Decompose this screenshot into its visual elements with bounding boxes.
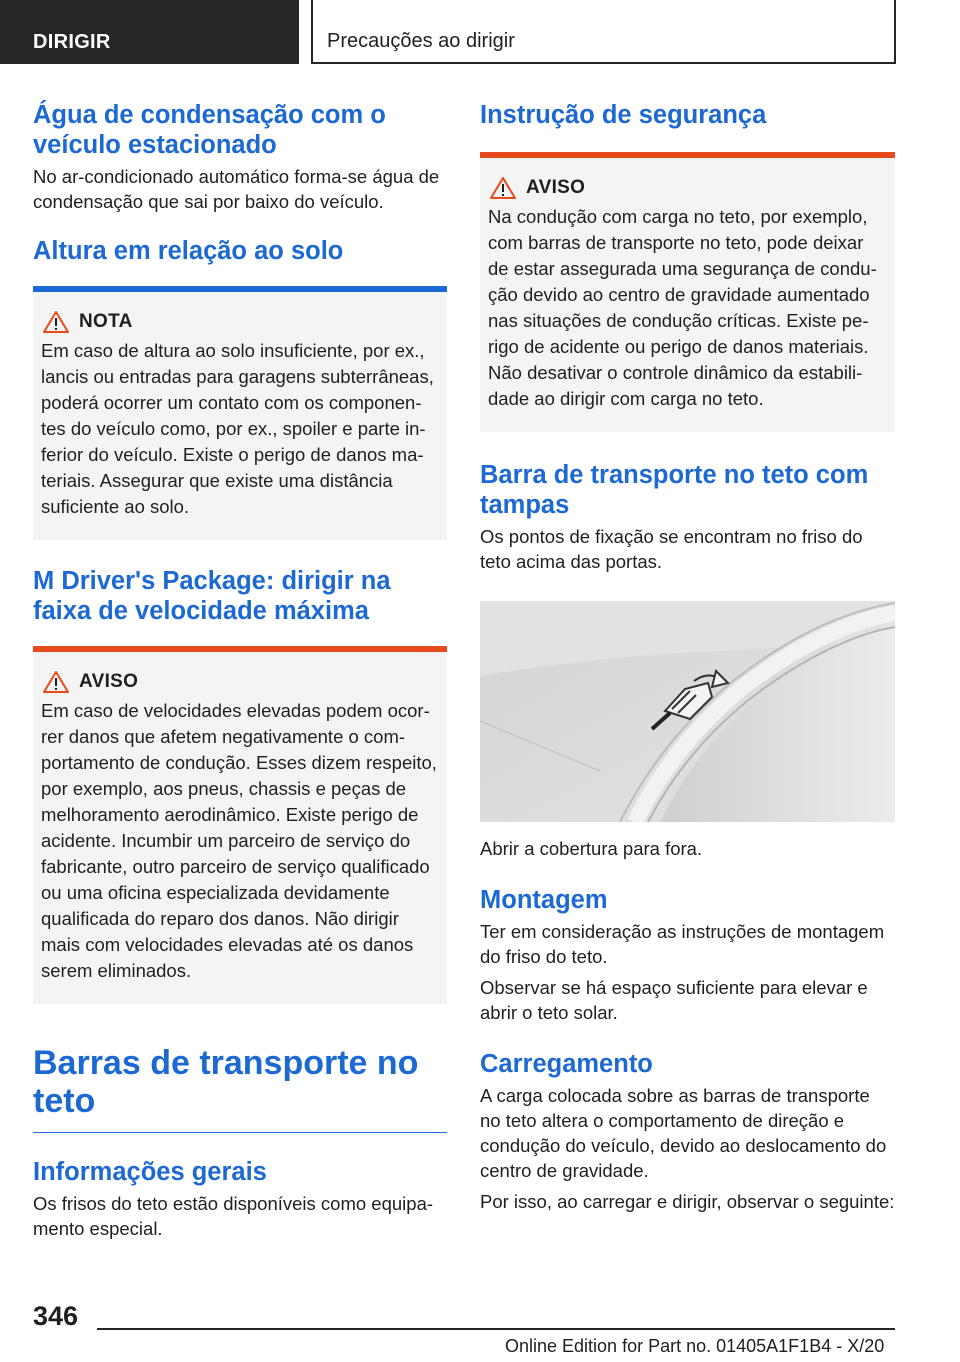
section-title-condensation: Água de condensação com o veículo estacionado xyxy=(33,101,386,159)
section-title-ground-clearance: Altura em relação ao solo xyxy=(33,237,344,265)
header-subsection-tab xyxy=(311,0,896,64)
aviso-label: AVISO xyxy=(526,177,586,198)
aviso-text-speed: Em caso de velocidades elevadas podem ocorrer danos que afetem negativamente o comportamento de condução. Esses dizem respeito, por exemplo, aos pneus, chassis e peças de melhoramento aerodinâmico. Existe perigo de acidente. Incumbir um parceiro de serviço do fabricante, outro parceiro de serviço qualificado ou uma oficina especializada devidamente qualificada do reparo dos danos. Não dirigir mais com velocidades elevadas até os danos serem eliminados. xyxy=(41,700,437,981)
warning-triangle-icon xyxy=(43,670,69,694)
nota-box xyxy=(33,286,447,540)
section-title-m-drivers-package: M Driver's Package: dirigir na faixa de velocidade máxima xyxy=(33,567,391,625)
loading-text-2: Por isso, ao carregar e dirigir, observar o seguinte: xyxy=(480,1191,895,1212)
right-column xyxy=(480,100,895,1214)
chapter-title-roof-rack: Barras de transporte no teto xyxy=(33,1044,419,1120)
condensation-text: No ar-condicionado automático forma-se água de condensação que sai por baixo do veículo. xyxy=(33,166,440,212)
aviso-box-roof-load xyxy=(480,152,895,432)
left-column xyxy=(33,100,447,1241)
chapter-rule xyxy=(33,1132,447,1133)
loading-text-1: A carga colocada sobre as barras de transporte no teto altera o comportamento de direção e condução do veículo, devido ao deslocamento do centro de gravidade. xyxy=(480,1085,887,1181)
section-title-safety: Instrução de segurança xyxy=(480,101,767,129)
footer-rule xyxy=(97,1328,895,1330)
photo-caption: Abrir a cobertura para fora. xyxy=(480,838,703,859)
nota-label: NOTA xyxy=(79,311,133,332)
nota-text: Em caso de altura ao solo insuficiente, por ex., lancis ou entradas para garagens subterrâneas, poderá ocorrer um contato com os componentes do veículo como, por ex., spoiler e parte inferior do veículo. Existe o perigo de danos materiais. Assegurar que existe uma distância suficiente ao solo. xyxy=(41,340,434,517)
footer-edition: Online Edition for Part no. 01405A1F1B4 - X/20 xyxy=(505,1336,885,1356)
header-section-tab xyxy=(0,0,299,64)
section-title-roof-bar-caps: Barra de transporte no teto com tampas xyxy=(480,461,869,519)
aviso-box-speed xyxy=(33,646,447,1004)
header-subsection-label: Precauções ao dirigir xyxy=(327,30,515,52)
header-section-label: DIRIGIR xyxy=(33,31,111,53)
general-info-text: Os frisos do teto estão disponíveis como equipamento especial. xyxy=(33,1193,434,1239)
page-number: 346 xyxy=(33,1301,79,1331)
aviso-label: AVISO xyxy=(79,671,139,692)
aviso-text-roof-load: Na condução com carga no teto, por exemplo, com barras de transporte no teto, pode deixar de estar assegurada uma segurança de condução devido ao centro de gravidade aumentado nas situações de condução críticas. Existe perigo de acidente ou perigo de danos materiais. Não desativar o controle dinâmico da estabilidade ao dirigir com carga no teto. xyxy=(488,206,877,409)
section-title-mounting: Montagem xyxy=(480,886,608,914)
section-title-general-info: Informações gerais xyxy=(33,1158,267,1186)
roof-bar-caps-text: Os pontos de fixação se encontram no friso do teto acima das portas. xyxy=(480,526,863,572)
mounting-text-1: Ter em consideração as instruções de montagem do friso do teto. xyxy=(480,921,885,967)
warning-triangle-icon xyxy=(43,310,69,334)
section-title-loading: Carregamento xyxy=(480,1050,653,1078)
mounting-text-2: Observar se há espaço suficiente para elevar e abrir o teto solar. xyxy=(480,977,868,1023)
roof-rail-photo xyxy=(480,601,895,822)
warning-triangle-icon xyxy=(490,176,516,200)
